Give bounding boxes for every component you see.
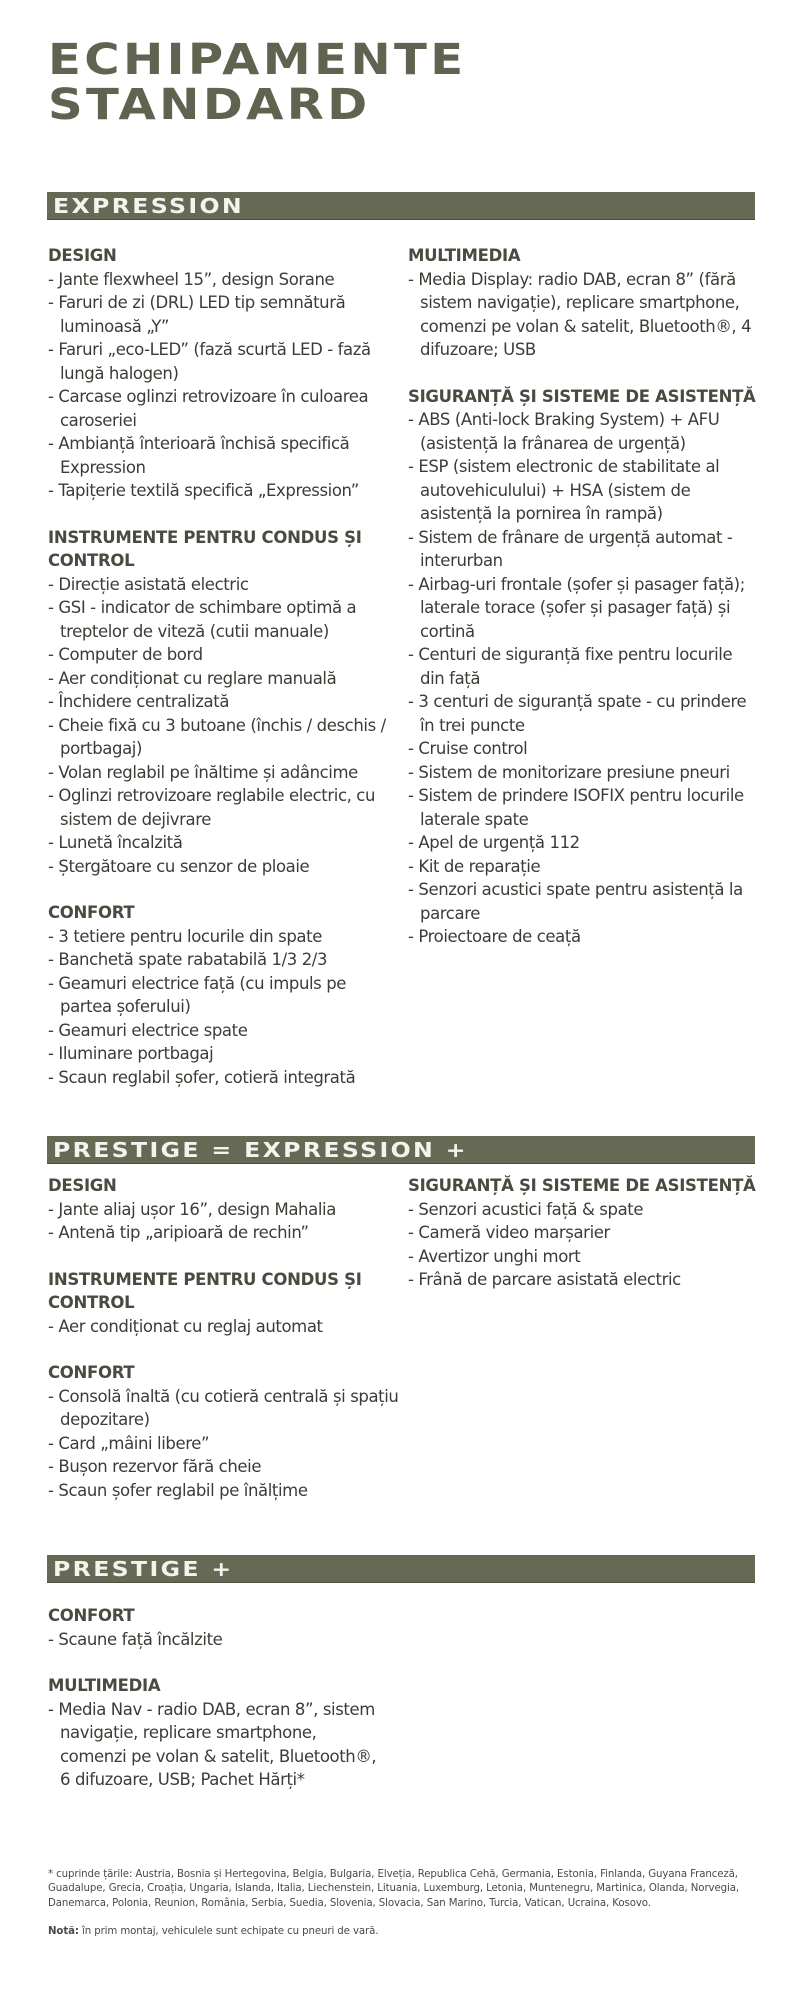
feature-list <box>408 268 760 362</box>
prestige-plus-left-column <box>48 1604 378 1815</box>
list-item: - Senzori acustici spate pentru asistență la parcare <box>408 880 743 923</box>
list-item: - Tapițerie textilă specifică „Expression” <box>48 481 359 500</box>
group-instrumente <box>48 526 400 879</box>
page-title <box>48 35 467 130</box>
feature-list <box>408 1198 760 1292</box>
list-item: - Banchetă spate rabatabilă 1/3 2/3 <box>48 950 328 969</box>
group-confort <box>48 901 400 1089</box>
list-item: - Scaun șofer reglabil pe înălțime <box>48 1480 308 1500</box>
list-item: - Volan reglabil pe înăltime și adâncime <box>48 762 358 782</box>
list-item: - Oglinzi retrovizoare reglabile electric, cu sistem de dejivrare <box>48 786 376 829</box>
list-item: - Proiectoare de ceață <box>408 927 581 946</box>
feature-list <box>48 1698 378 1792</box>
list-item: - Sistem de monitorizare presiune pneuri <box>408 762 730 782</box>
title-line-2: STANDARD <box>48 80 371 130</box>
list-item: - Aer condiționat cu reglaj automat <box>48 1316 323 1336</box>
group-heading: MULTIMEDIA <box>408 246 521 265</box>
list-item: - ABS (Anti-lock Braking System) + AFU (asistență la frânarea de urgență) <box>408 410 720 453</box>
group-heading: DESIGN <box>48 1176 117 1195</box>
list-item: - Scaun reglabil șofer, cotieră integrată <box>48 1067 356 1087</box>
list-item: - Direcție asistată electric <box>48 574 249 594</box>
feature-list <box>48 1628 378 1652</box>
note-text: în prim montaj, vehiculele sunt echipate cu pneuri de vară. <box>78 1926 379 1938</box>
list-item: - Media Nav - radio DAB, ecran 8”, sistem navigație, replicare smartphone, comenzi pe volan & satelit, Bluetooth®, 6 difuzoare, USB; Pachet Hărți* <box>48 1699 377 1789</box>
group-heading: CONFORT <box>48 1606 135 1625</box>
note-label: Notă: <box>48 1926 79 1938</box>
section-label: PRESTIGE = EXPRESSION + <box>53 1138 468 1162</box>
list-item: - Kit de reparație <box>408 856 541 876</box>
expression-left-column <box>48 244 400 1112</box>
section-header-expression <box>47 192 755 220</box>
list-item: - Media Display: radio DAB, ecran 8” (fără sistem navigație), replicare smartphone, comenzi pe volan & satelit, Bluetooth®, 4 difuzoare; USB <box>408 269 752 359</box>
feature-list <box>48 573 400 879</box>
group-multimedia <box>408 244 760 362</box>
list-item: - Sistem de prindere ISOFIX pentru locurile laterale spate <box>408 786 744 829</box>
list-item: - Consolă înaltă (cu cotieră centrală și spațiu depozitare) <box>48 1386 399 1429</box>
feature-list <box>48 1315 400 1339</box>
footnote-countries: * cuprinde țările: Austria, Bosnia și Hertegovina, Belgia, Bulgaria, Elveția, Republica Cehă, Germania, Estonia, Finlanda, Guyana Franceză, Guadalupe, Grecia, Croația, Ungaria, Islanda, Italia, Liechenstein, Lituania, Luxemburg, Letonia, Muntenegru, Martinica, Olanda, Norvegia, Danemarca, Polonia, Reunion, România, Serbia, Suedia, Slovenia, Slovacia, San Marino, Turcia, Vatican, Ucraina, Kosovo. <box>48 1869 740 1909</box>
feature-list <box>48 268 400 503</box>
list-item: - GSI - indicator de schimbare optimă a treptelor de viteză (cutii manuale) <box>48 598 357 641</box>
section-header-prestige <box>47 1136 755 1164</box>
list-item: - 3 centuri de siguranță spate - cu prindere în trei puncte <box>408 692 747 735</box>
list-item: - Cruise control <box>408 739 528 758</box>
list-item: - Avertizor unghi mort <box>408 1246 581 1266</box>
prestige-left-column <box>48 1174 400 1525</box>
list-item: - Senzori acustici față & spate <box>408 1199 644 1219</box>
list-item: - Închidere centralizată <box>48 692 230 711</box>
group-heading: CONFORT <box>48 1363 135 1382</box>
title-line-1: ECHIPAMENTE <box>48 35 467 85</box>
feature-list <box>48 925 400 1090</box>
list-item: - Carcase oglinzi retrovizoare în culoarea caroseriei <box>48 387 369 430</box>
list-item: - Scaune față încălzite <box>48 1629 223 1649</box>
list-item: - Cameră video marșarier <box>408 1223 610 1242</box>
section-header-prestige-plus <box>47 1555 755 1583</box>
list-item: - Iluminare portbagaj <box>48 1044 214 1063</box>
list-item: - ESP (sistem electronic de stabilitate al autovehiculului) + HSA (sistem de asistență la pornirea în rampă) <box>408 457 720 523</box>
list-item: - Card „mâini libere” <box>48 1433 210 1453</box>
list-item: - Centuri de siguranță fixe pentru locurile din față <box>408 645 733 688</box>
list-item: - Faruri „eco-LED” (fază scurtă LED - fază lungă halogen) <box>48 340 371 383</box>
footnotes <box>48 1868 754 1940</box>
list-item: - Apel de urgență 112 <box>408 833 580 852</box>
section-label: EXPRESSION <box>53 194 245 218</box>
expression-right-column <box>408 244 760 972</box>
group-heading: CONFORT <box>48 903 135 922</box>
list-item: - Computer de bord <box>48 645 203 664</box>
list-item: - Faruri de zi (DRL) LED tip semnătură luminoasă „Y” <box>48 293 346 336</box>
group-confort <box>48 1361 400 1502</box>
list-item: - Aer condiționat cu reglare manuală <box>48 668 337 688</box>
group-heading: SIGURANȚĂ ȘI SISTEME DE ASISTENȚĂ <box>408 1176 756 1195</box>
group-heading: MULTIMEDIA <box>48 1676 161 1695</box>
list-item: - Frână de parcare asistată electric <box>408 1270 681 1289</box>
prestige-right-column <box>408 1174 760 1315</box>
list-item: - Antenă tip „aripioară de rechin” <box>48 1223 309 1242</box>
group-heading: SIGURANȚĂ ȘI SISTEME DE ASISTENȚĂ <box>408 386 756 406</box>
feature-list <box>48 1385 400 1503</box>
list-item: - Lunetă încalzită <box>48 833 183 852</box>
footnote-note <box>48 1925 754 1939</box>
list-item: - Geamuri electrice spate <box>48 1020 248 1040</box>
group-heading: INSTRUMENTE PENTRU CONDUS ȘI CONTROL <box>48 1269 362 1312</box>
group-siguranta <box>408 1174 760 1292</box>
group-instrumente <box>48 1268 400 1339</box>
group-confort <box>48 1604 378 1651</box>
list-item: - 3 tetiere pentru locurile din spate <box>48 926 322 946</box>
feature-list <box>48 1198 400 1245</box>
group-design <box>48 244 400 503</box>
list-item: - Sistem de frânare de urgență automat - interurban <box>408 527 733 570</box>
list-item: - Ambianță înterioară închisă specifică Expression <box>48 434 350 477</box>
group-multimedia <box>48 1674 378 1792</box>
list-item: - Geamuri electrice față (cu impuls pe partea șoferului) <box>48 973 347 1016</box>
list-item: - Jante aliaj ușor 16”, design Mahalia <box>48 1199 336 1219</box>
feature-list <box>408 408 760 949</box>
list-item: - Airbag-uri frontale (șofer și pasager față); laterale torace (șofer și pasager față) și cortină <box>408 574 745 641</box>
list-item: - Bușon rezervor fără cheie <box>48 1457 262 1476</box>
group-design <box>48 1174 400 1245</box>
section-label: PRESTIGE + <box>53 1557 234 1581</box>
group-heading: INSTRUMENTE PENTRU CONDUS ȘI CONTROL <box>48 527 362 570</box>
group-siguranta <box>408 385 760 949</box>
group-heading: DESIGN <box>48 246 117 265</box>
list-item: - Ștergătoare cu senzor de ploaie <box>48 856 310 876</box>
list-item: - Jante flexwheel 15”, design Sorane <box>48 269 335 289</box>
list-item: - Cheie fixă cu 3 butoane (închis / deschis / portbagaj) <box>48 715 386 758</box>
